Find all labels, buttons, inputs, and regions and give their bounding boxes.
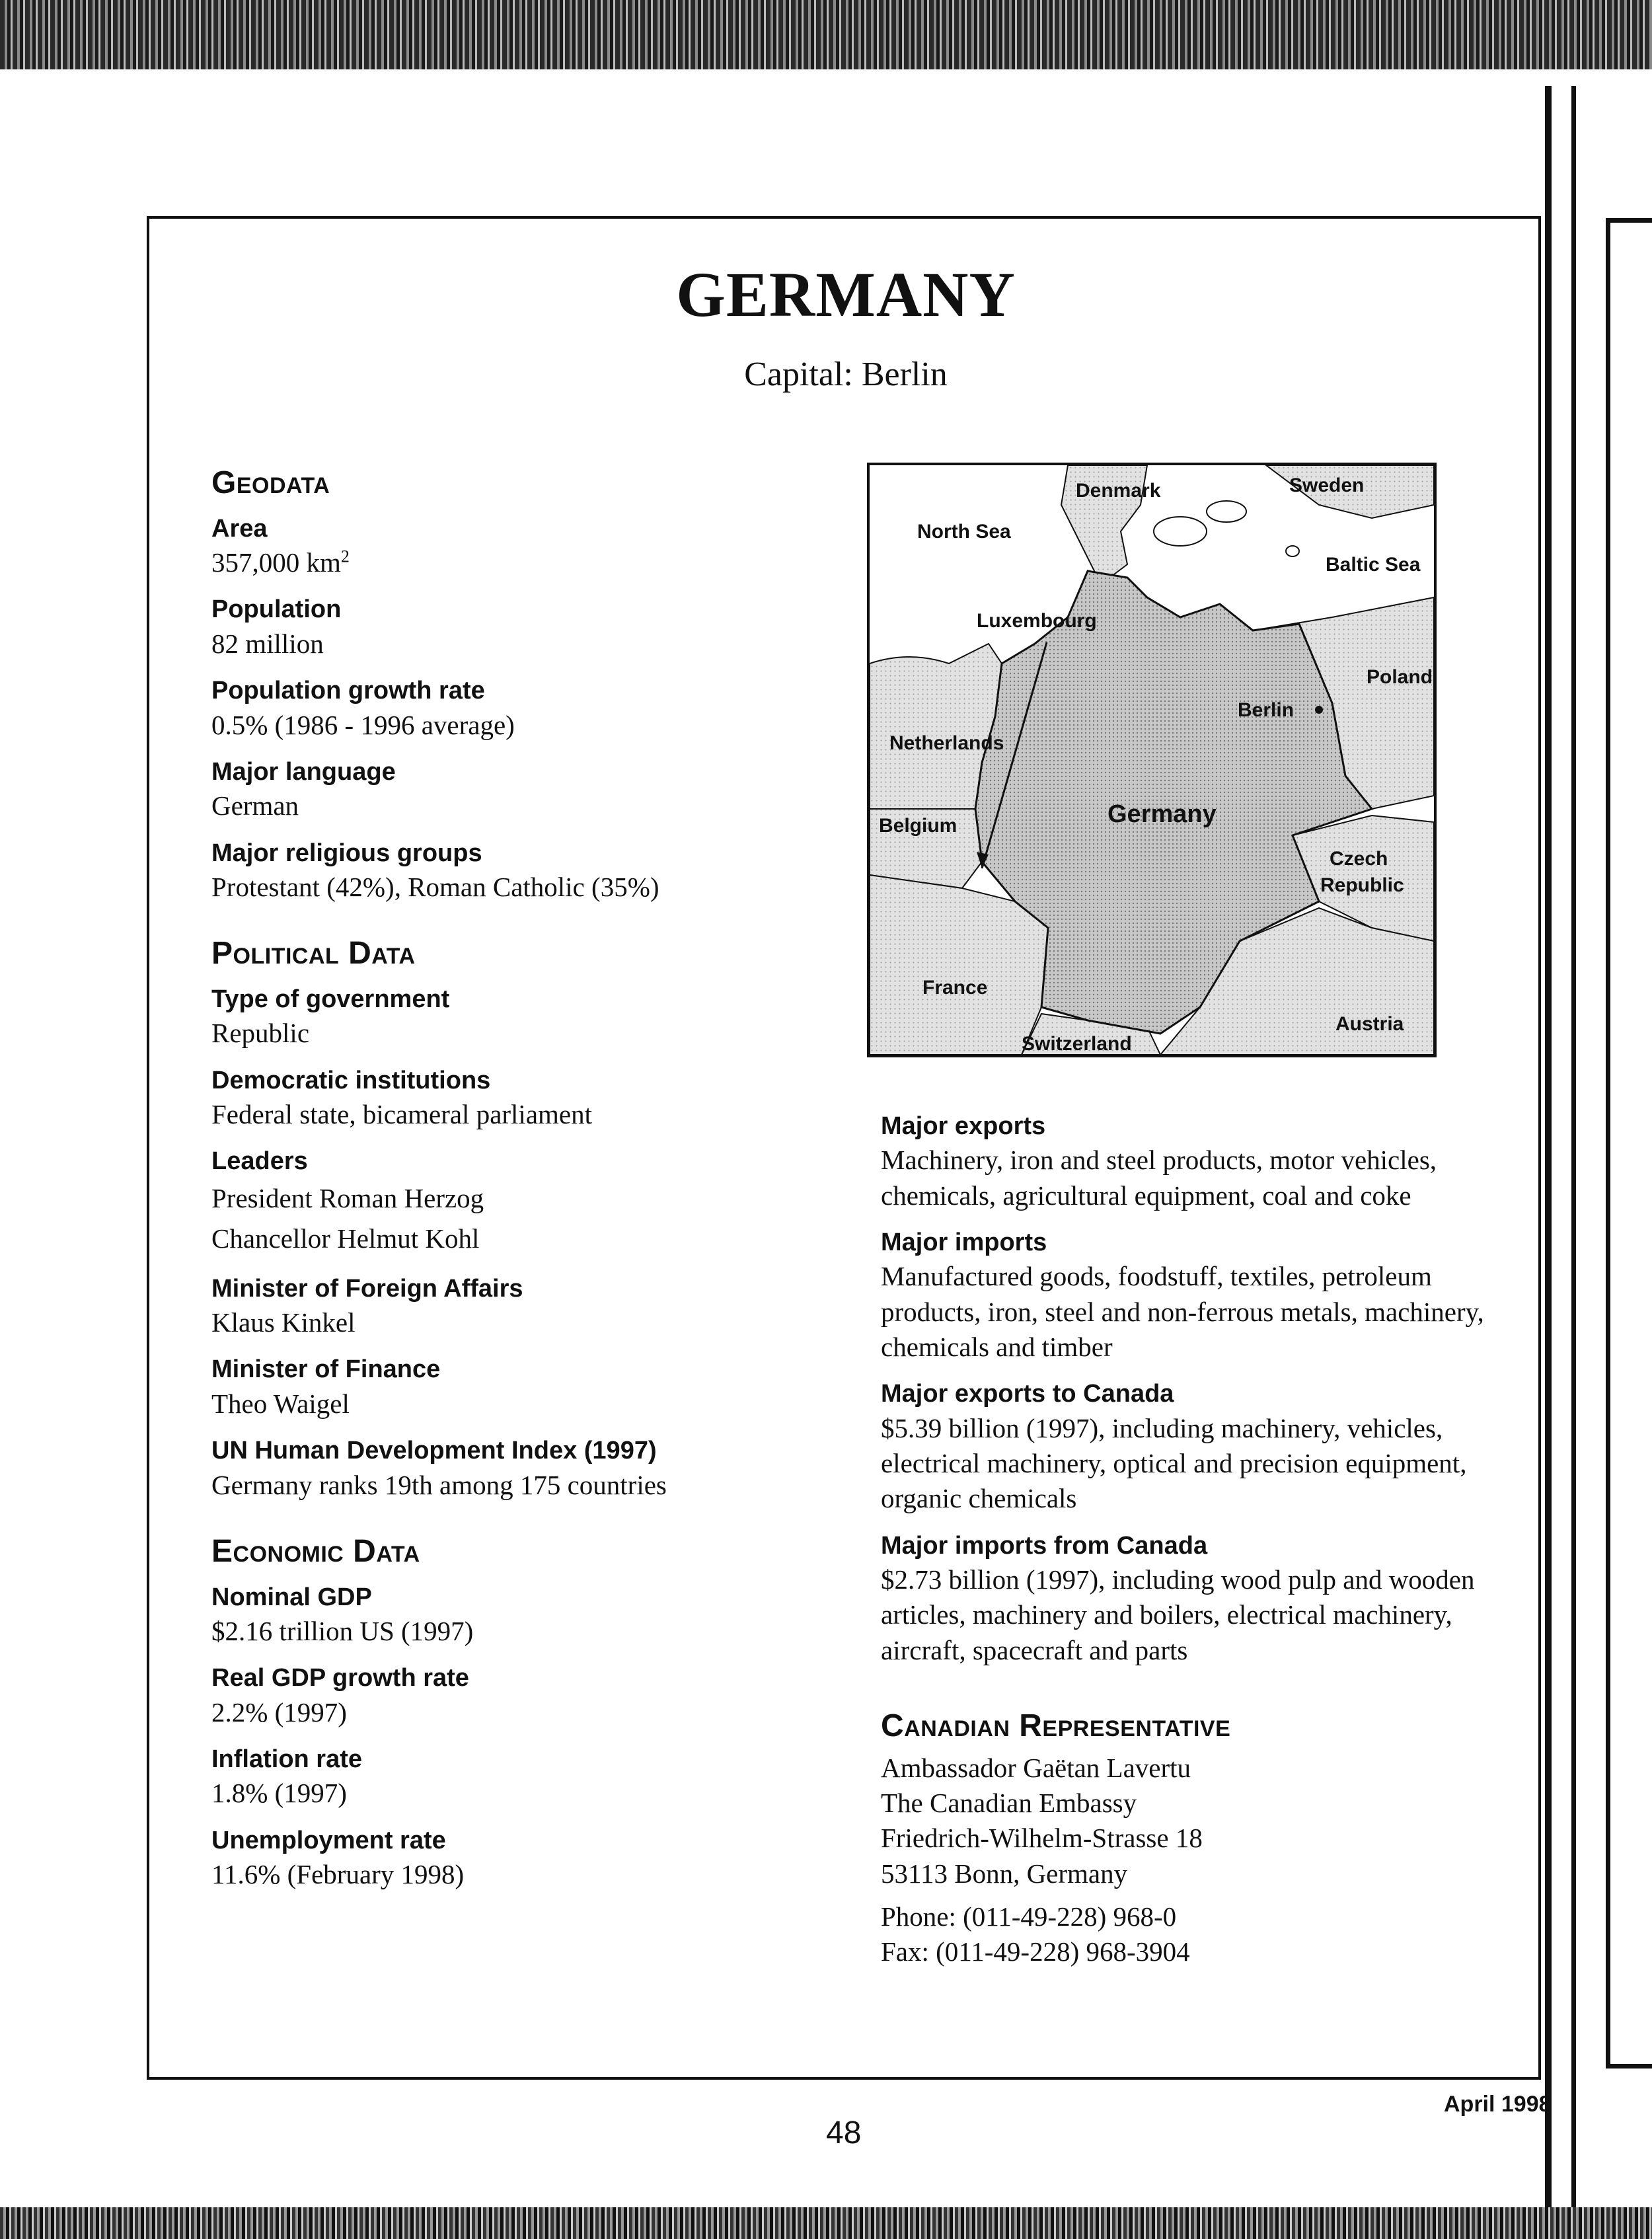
inflation-label: Inflation rate	[211, 1745, 363, 1774]
religion-item	[211, 837, 839, 905]
map-label-germany: Germany	[1108, 800, 1217, 828]
representative-section	[881, 1709, 1489, 1970]
leader-president: President Roman Herzog	[211, 1182, 484, 1213]
area-value	[211, 545, 839, 580]
footer-date: April 1998	[1444, 2092, 1552, 2117]
binder-edge-line	[1571, 86, 1576, 2207]
government-value: Republic	[211, 1018, 310, 1049]
map-label-berlin: Berlin	[1238, 699, 1295, 721]
finance-minister-value: Theo Waigel	[211, 1388, 350, 1419]
imports-canada-item	[881, 1530, 1489, 1668]
inflation-value: 1.8% (1997)	[211, 1778, 347, 1809]
population-label: Population	[211, 595, 342, 624]
institutions-label: Democratic institutions	[211, 1066, 491, 1094]
map-label-denmark: Denmark	[1076, 480, 1161, 502]
page-number: 48	[826, 2115, 862, 2150]
imports-label: Major imports	[881, 1228, 1047, 1256]
map-label-poland: Poland	[1367, 666, 1433, 688]
unemployment-value: 11.6% (February 1998)	[211, 1859, 465, 1890]
leaders-label: Leaders	[211, 1147, 308, 1176]
exports-value: Machinery, iron and steel products, motor vehicles, chemicals, agricultural equipment, coal and coke	[881, 1145, 1437, 1211]
area-value-text: 357,000 km	[211, 547, 341, 578]
unemployment-item	[211, 1825, 839, 1893]
gdp-value: $2.16 trillion US (1997)	[211, 1616, 474, 1647]
gdp-label: Nominal GDP	[211, 1583, 372, 1611]
exports-label: Major exports	[881, 1112, 1046, 1140]
institutions-value: Federal state, bicameral parliament	[211, 1099, 593, 1130]
area-item	[211, 513, 839, 581]
language-value: German	[211, 790, 299, 821]
unemployment-label: Unemployment rate	[211, 1826, 446, 1854]
map-label-czech: Czech	[1330, 848, 1388, 870]
growth-item	[211, 675, 839, 743]
real-gdp-item	[211, 1662, 839, 1730]
exports-canada-label: Major exports to Canada	[881, 1380, 1174, 1408]
left-column	[211, 466, 839, 1905]
island-shape	[1154, 517, 1207, 546]
scan-border-bottom	[0, 2207, 1652, 2239]
map-label-belgium: Belgium	[879, 815, 957, 837]
real-gdp-value: 2.2% (1997)	[211, 1696, 347, 1727]
map-label-netherlands: Netherlands	[889, 732, 1004, 754]
language-item	[211, 756, 839, 824]
map-label-austria: Austria	[1335, 1013, 1404, 1035]
page-title: GERMANY	[676, 259, 1016, 330]
population-item	[211, 593, 839, 662]
religion-label: Major religious groups	[211, 839, 482, 867]
embassy-street: Friedrich-Wilhelm-Strasse 18	[881, 1823, 1203, 1854]
berlin-city-dot	[1315, 706, 1323, 714]
imports-item	[881, 1227, 1489, 1365]
representative-heading: Canadian Representative	[881, 1708, 1231, 1743]
island-shape	[1286, 546, 1299, 556]
institutions-item	[211, 1065, 839, 1133]
geodata-section	[211, 466, 839, 905]
leader-chancellor: Chancellor Helmut Kohl	[211, 1223, 480, 1254]
growth-value: 0.5% (1986 - 1996 average)	[211, 709, 515, 740]
geodata-heading: Geodata	[211, 465, 330, 500]
government-label: Type of government	[211, 985, 450, 1014]
population-value: 82 million	[211, 628, 324, 659]
foreign-minister-item	[211, 1273, 839, 1341]
imports-value: Manufactured goods, foodstuff, textiles, petroleum products, iron, steel and non-ferrous metals, machinery, chemicals and timber	[881, 1261, 1484, 1362]
exports-item	[881, 1110, 1489, 1213]
imports-canada-value: $2.73 billion (1997), including wood pulp and wooden articles, machinery and boilers, electrical machinery, aircraft, spacecraft and parts	[881, 1564, 1475, 1665]
map-label-republic: Republic	[1320, 874, 1404, 896]
embassy-city: 53113 Bonn, Germany	[881, 1858, 1128, 1889]
finance-minister-item	[211, 1353, 839, 1422]
embassy-fax: Fax: (011-49-228) 968-3904	[881, 1936, 1190, 1967]
right-column	[881, 1110, 1489, 1969]
germany-map	[867, 463, 1437, 1057]
government-item	[211, 983, 839, 1051]
real-gdp-label: Real GDP growth rate	[211, 1664, 469, 1692]
map-label-north-sea: North Sea	[917, 521, 1011, 543]
language-label: Major language	[211, 757, 396, 786]
foreign-minister-value: Klaus Kinkel	[211, 1307, 356, 1338]
religion-value: Protestant (42%), Roman Catholic (35%)	[211, 871, 659, 902]
growth-label: Population growth rate	[211, 677, 485, 705]
finance-minister-label: Minister of Finance	[211, 1355, 441, 1384]
exports-canada-value: $5.39 billion (1997), including machinery, vehicles, electrical machinery, optical and precision equipment, organic chemicals	[881, 1412, 1467, 1514]
adjacent-page-frame	[1606, 218, 1652, 2068]
area-superscript: 2	[340, 547, 350, 566]
capital-subtitle: Capital: Berlin	[744, 356, 948, 393]
ambassador-name: Ambassador Gaëtan Lavertu	[881, 1752, 1191, 1783]
foreign-minister-label: Minister of Foreign Affairs	[211, 1274, 523, 1303]
economic-section	[211, 1535, 839, 1893]
island-shape	[1207, 501, 1246, 522]
map-label-luxembourg: Luxembourg	[977, 610, 1097, 632]
political-heading: Political Data	[211, 936, 416, 971]
embassy-phone: Phone: (011-49-228) 968-0	[881, 1901, 1177, 1932]
leaders-item	[211, 1145, 839, 1259]
map-label-baltic-sea: Baltic Sea	[1326, 554, 1421, 576]
map-label-sweden: Sweden	[1289, 474, 1365, 496]
map-label-switzerland: Switzerland	[1022, 1033, 1132, 1055]
political-section	[211, 936, 839, 1503]
imports-canada-label: Major imports from Canada	[881, 1531, 1208, 1560]
area-label: Area	[211, 514, 268, 543]
map-label-france: France	[922, 977, 988, 999]
hdi-item	[211, 1435, 839, 1503]
hdi-label: UN Human Development Index (1997)	[211, 1437, 657, 1465]
hdi-value: Germany ranks 19th among 175 countries	[211, 1469, 667, 1500]
scan-border-top	[0, 0, 1652, 69]
economic-heading: Economic Data	[211, 1533, 420, 1569]
inflation-item	[211, 1743, 839, 1811]
map-graphic	[870, 465, 1434, 1055]
gdp-item	[211, 1581, 839, 1650]
embassy-name: The Canadian Embassy	[881, 1787, 1137, 1818]
exports-canada-item	[881, 1378, 1489, 1516]
binder-edge-line	[1545, 86, 1552, 2207]
